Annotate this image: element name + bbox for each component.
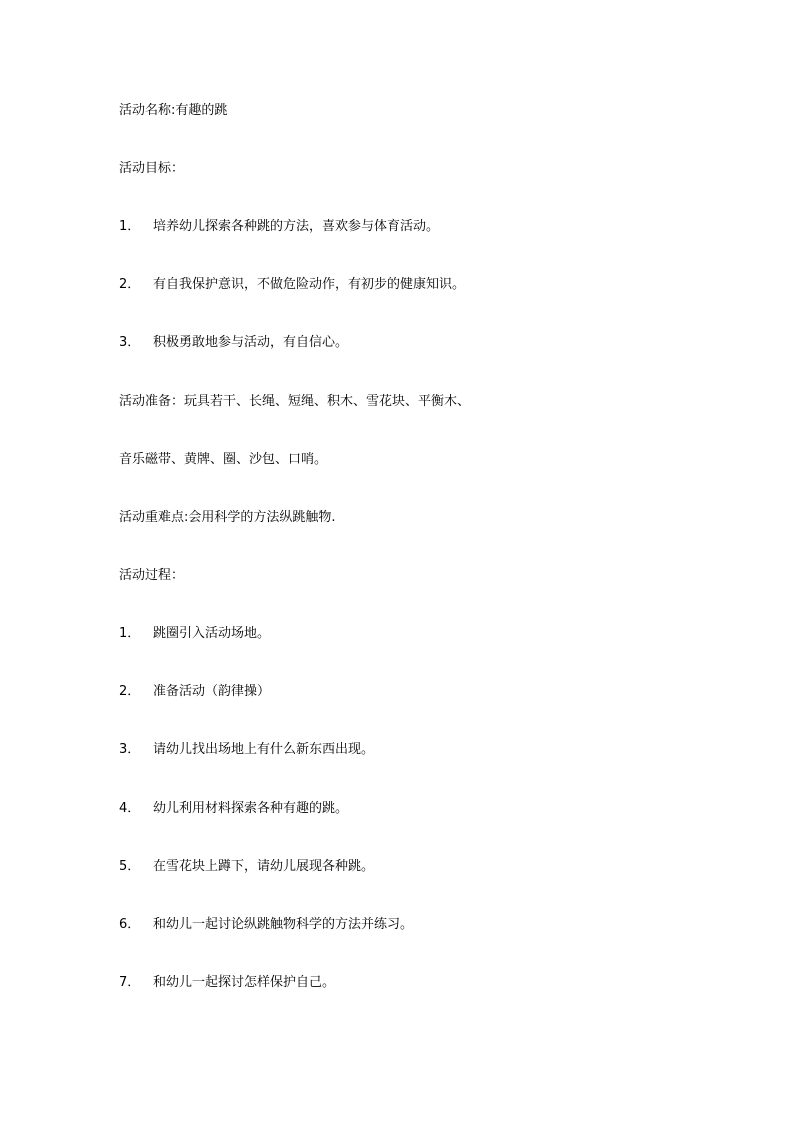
process-heading: 活动过程： [119,568,185,583]
step-number: 4． [119,801,141,816]
step-text: 在雪花块上蹲下，请幼儿展现各种跳。 [153,859,375,874]
activity-name: 活动名称:有趣的跳 [119,103,228,118]
goals-heading: 活动目标： [119,161,185,176]
step-item [119,858,374,876]
step-text: 和幼儿一起讨论纵跳触物科学的方法并练习。 [153,917,414,932]
step-item [119,683,270,701]
preparation-line-2: 音乐磁带、黄牌、圈、沙包、口哨。 [119,452,328,467]
step-item [119,974,335,992]
step-text: 跳圈引入活动场地。 [153,626,271,641]
step-number: 6． [119,917,141,932]
goal-item [119,218,439,236]
step-number: 7． [119,975,141,990]
step-text: 请幼儿找出场地上有什么新东西出现。 [153,742,375,757]
step-text: 准备活动（韵律操） [153,684,271,699]
step-text: 幼儿利用材料探索各种有趣的跳。 [153,801,349,816]
step-item [119,741,374,759]
step-text: 和幼儿一起探讨怎样保护自己。 [153,975,336,990]
goal-item [119,276,465,294]
preparation-line-1: 活动准备：玩具若干、长绳、短绳、积木、雪花块、平衡木、 [119,394,471,409]
goal-text: 培养幼儿探索各种跳的方法，喜欢参与体育活动。 [153,219,440,234]
goal-text: 有自我保护意识，不做危险动作，有初步的健康知识。 [153,277,466,292]
step-item [119,800,348,818]
step-number: 5． [119,859,141,874]
step-number: 2． [119,684,141,699]
goal-text: 积极勇敢地参与活动，有自信心。 [153,335,349,350]
step-item [119,625,270,643]
goal-number: 3． [119,335,141,350]
goal-item [119,334,348,352]
goal-number: 1． [119,219,141,234]
goal-number: 2． [119,277,141,292]
step-number: 3． [119,742,141,757]
key-points: 活动重难点:会用科学的方法纵跳触物. [119,510,336,525]
step-number: 1． [119,626,141,641]
step-item [119,916,413,934]
